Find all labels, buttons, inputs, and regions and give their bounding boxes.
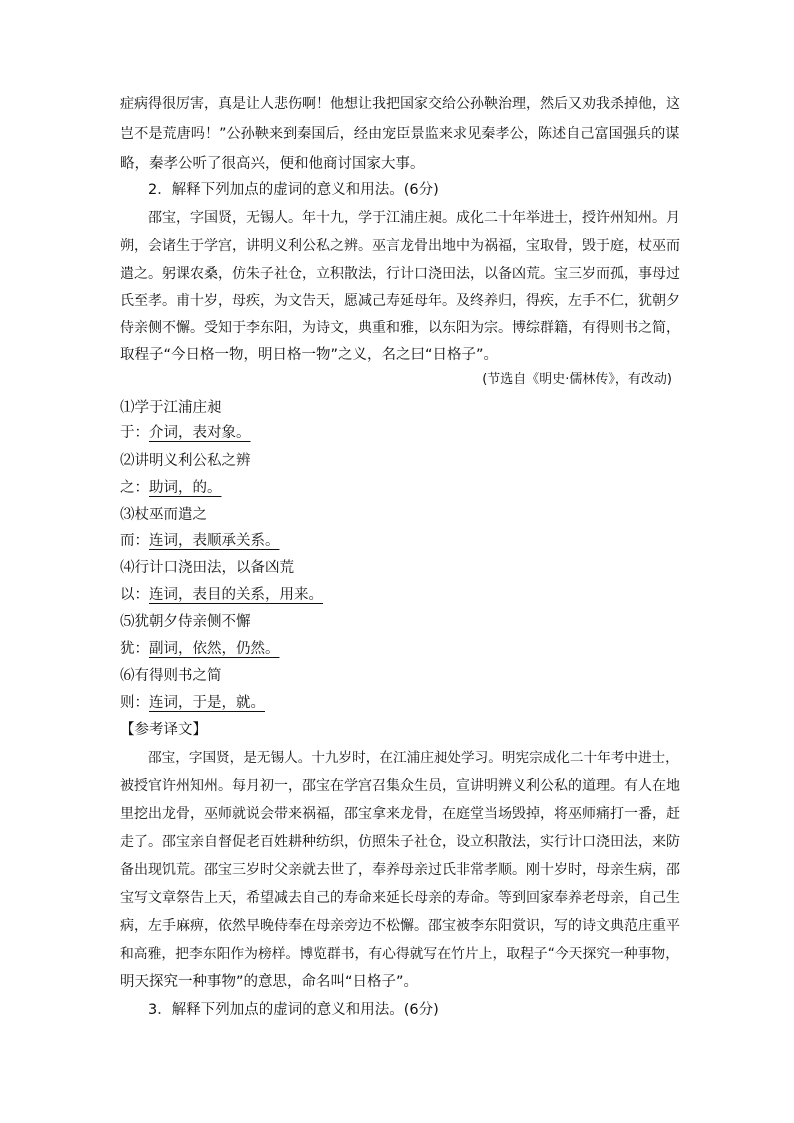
translation-line-8: 和高雅，把李东阳作为榜样。博览群书，有心得就写在竹片上，取程子“今天探究一种事物， (120, 946, 680, 962)
item-3-answer: 连词，表顺承关系。 (149, 533, 280, 549)
item-2-answer: 助词，的。 (149, 480, 222, 496)
item-4-question: ⑷行计口浇田法，以备凶荒 (120, 560, 294, 576)
item-1-prefix: 于： (120, 425, 149, 441)
item-5-prefix: 犹： (120, 641, 149, 657)
intro-line-3: 略，秦孝公听了很高兴，便和他商讨国家大事。 (120, 156, 425, 172)
item-2-prefix: 之： (120, 480, 149, 496)
passage-line-2: 朔，会诸生于学宫，讲明义利公私之辨。巫言龙骨出地中为祸福，宝取骨，毁于庭，杖巫而 (120, 238, 680, 254)
translation-line-2: 被授官许州知州。每月初一，邵宝在学宫召集众生员，宣讲明辨义利公私的道理。有人在地 (120, 778, 680, 794)
item-3-question: ⑶杖巫而遣之 (120, 507, 207, 523)
item-4-prefix: 以： (120, 587, 149, 603)
translation-line-9: 明天探究一种事物”的意思，命名叫“日格子”。 (120, 974, 419, 990)
item-2-answer-row (120, 478, 222, 498)
item-6-answer: 连词，于是，就。 (149, 695, 265, 711)
item-6-answer-row (120, 693, 265, 713)
passage-line-4: 氏至孝。甫十岁，母疾，为文告天，愿减己寿延母年。及终养归，得疾，左手不仁，犹朝夕 (120, 293, 680, 309)
item-1-answer: 介词，表对象。 (149, 425, 251, 441)
item-1-answer-row (120, 423, 251, 443)
item-6-question: ⑹有得则书之简 (120, 668, 222, 684)
question-3-title: 3．解释下列加点的虚词的意义和用法。(6分) (148, 1002, 439, 1018)
translation-line-7: 病，左手麻痹，依然早晚侍奉在母亲旁边不松懈。邵宝被李东阳赏识，写的诗文典范庄重平 (120, 918, 680, 934)
item-5-answer-row (120, 639, 280, 659)
item-5-answer: 副词，依然，仍然。 (149, 641, 280, 657)
item-4-answer: 连词，表目的关系，用来。 (149, 587, 323, 603)
passage-line-1: 邵宝，字国贤，无锡人。年十九，学于江浦庄昶。成化二十年举进士，授许州知州。月 (148, 210, 680, 226)
item-3-answer-row (120, 531, 280, 551)
translation-line-3: 里挖出龙骨，巫师就说会带来祸福，邵宝拿来龙骨，在庭堂当场毁掉，将巫师痛打一番，赶 (120, 806, 680, 822)
passage-line-3: 遣之。躬课农桑，仿朱子社仓，立积散法，行计口浇田法，以备凶荒。宝三岁而孤，事母过 (120, 266, 680, 282)
item-5-question: ⑸犹朝夕侍亲侧不懈 (120, 614, 251, 630)
item-6-prefix: 则： (120, 695, 149, 711)
passage-line-6: 取程子“今日格一物，明日格一物”之义，名之曰“日格子”。 (120, 347, 499, 363)
translation-line-5: 备出现饥荒。邵宝三岁时父亲就去世了，奉养母亲过氏非常孝顺。刚十岁时，母亲生病，邵 (120, 862, 680, 878)
item-1-question: ⑴学于江浦庄昶 (120, 400, 222, 416)
item-3-prefix: 而： (120, 533, 149, 549)
passage-source: (节选自《明史·儒林传》，有改动) (482, 372, 672, 387)
item-2-question: ⑵讲明义利公私之辨 (120, 453, 251, 469)
intro-line-2: 岂不是荒唐吗！”公孙鞅来到秦国后，经由宠臣景监来求见秦孝公，陈述自己富国强兵的谋 (120, 126, 680, 142)
translation-heading: 【参考译文】 (120, 722, 207, 738)
translation-line-1: 邵宝，字国贤，是无锡人。十九岁时，在江浦庄昶处学习。明宪宗成化二十年考中进士， (148, 750, 679, 766)
passage-line-5: 侍亲侧不懈。受知于李东阳，为诗文，典重和雅，以东阳为宗。博综群籍，有得则书之简， (120, 320, 680, 336)
intro-line-1: 症病得很厉害，真是让人悲伤啊！他想让我把国家交给公孙鞅治理，然后又劝我杀掉他，这 (120, 96, 680, 112)
question-2-title: 2．解释下列加点的虚词的意义和用法。(6分) (148, 182, 439, 198)
item-4-answer-row (120, 585, 323, 605)
translation-line-6: 宝写文章祭告上天，希望减去自己的寿命来延长母亲的寿命。等到回家奉养老母亲，自己生 (120, 890, 680, 906)
translation-line-4: 走了。邵宝亲自督促老百姓耕种纺织，仿照朱子社仓，设立积散法，实行计口浇田法，来防 (120, 834, 680, 850)
